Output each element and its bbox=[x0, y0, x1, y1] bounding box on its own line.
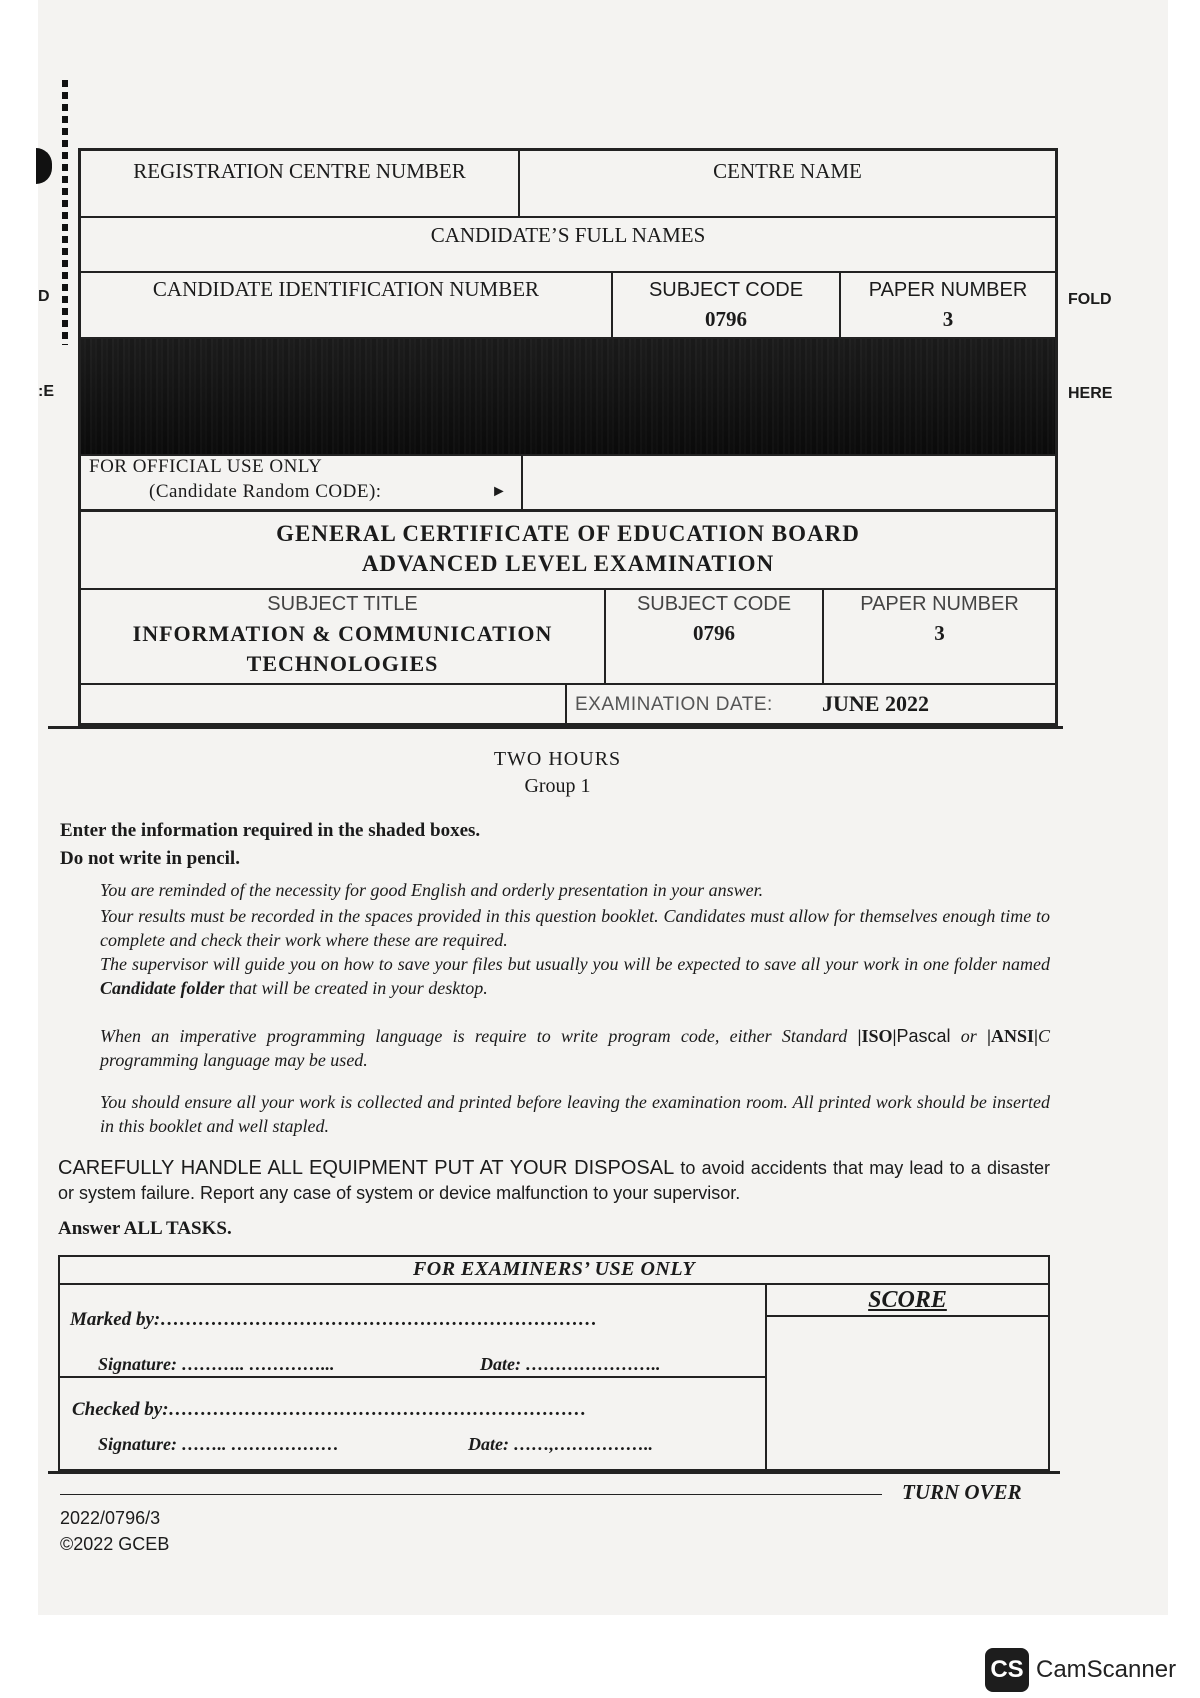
signature-field-2: Signature: …….. ……………… bbox=[98, 1434, 340, 1454]
arrow-icon: ► bbox=[491, 483, 507, 500]
random-code-label: (Candidate Random CODE): bbox=[149, 481, 382, 502]
examiners-underline bbox=[48, 1471, 1060, 1474]
here-label: HERE bbox=[1068, 385, 1113, 402]
official-use-label: FOR OFFICIAL USE ONLY bbox=[89, 456, 323, 477]
fold-label: FOLD bbox=[1068, 291, 1112, 308]
shaded-box bbox=[81, 339, 1055, 454]
instruction-shaded-boxes: Enter the information required in the shaded boxes. bbox=[60, 820, 481, 841]
centre-name-label: CENTRE NAME bbox=[713, 159, 862, 183]
instruction-printing: You should ensure all your work is collected and printed before leaving the examination room. All printed work should be inserted in this booklet and well stapled. bbox=[100, 1092, 1050, 1136]
candidate-header-form bbox=[78, 148, 1058, 726]
signature-field-1: Signature: ……….. …………... bbox=[98, 1354, 335, 1374]
paper-number-value: 3 bbox=[942, 307, 954, 331]
group: Group 1 bbox=[524, 775, 591, 797]
answer-all-tasks: Answer ALL TASKS. bbox=[58, 1218, 232, 1239]
paper-number-label-2: PAPER NUMBER bbox=[860, 593, 1019, 615]
board-title-line1: GENERAL CERTIFICATE OF EDUCATION BOARD bbox=[276, 521, 860, 546]
exam-date-label: EXAMINATION DATE: bbox=[575, 694, 773, 715]
subject-title-label: SUBJECT TITLE bbox=[267, 593, 418, 615]
subject-code-label: SUBJECT CODE bbox=[648, 279, 804, 301]
paper-reference: 2022/0796/3 bbox=[60, 1508, 161, 1528]
perforation-marks bbox=[62, 80, 68, 345]
instruction-no-pencil: Do not write in pencil. bbox=[60, 848, 240, 869]
score-label: SCORE bbox=[868, 1287, 947, 1313]
camscanner-label: CamScanner bbox=[1036, 1656, 1177, 1683]
side-mark-d: D bbox=[38, 288, 50, 305]
subject-code-label-2: SUBJECT CODE bbox=[636, 593, 792, 615]
subject-title-line1: INFORMATION & COMMUNICATION bbox=[132, 621, 553, 646]
turn-over-rule bbox=[60, 1494, 882, 1495]
date-field-1: Date: ………………….. bbox=[480, 1354, 661, 1374]
instruction-results: Your results must be recorded in the spaces provided in this question booklet. Candidates must allow for themselves enough time to complete and check their work where these are required. bbox=[100, 906, 1050, 950]
examiners-table-title: FOR EXAMINERS’ USE ONLY bbox=[412, 1258, 696, 1280]
candidate-full-names-label: CANDIDATE’S FULL NAMES bbox=[430, 223, 706, 247]
paper-number-value-2: 3 bbox=[934, 621, 945, 645]
instruction-english: You are reminded of the necessity for good English and orderly presentation in your answer. bbox=[100, 880, 764, 900]
instruction-save-files: The supervisor will guide you on how to save your files but usually you will be expected to save all your work in one folder named Candidate folder that will be created in your desktop. bbox=[100, 954, 1050, 998]
registration-centre-number-label: REGISTRATION CENTRE NUMBER bbox=[133, 159, 466, 183]
copyright: ©2022 GCEB bbox=[60, 1534, 170, 1554]
candidate-id-number-label: CANDIDATE IDENTIFICATION NUMBER bbox=[152, 277, 540, 301]
instruction-handle-equipment: CAREFULLY HANDLE ALL EQUIPMENT PUT AT YOUR DISPOSAL to avoid accidents that may lead to a disaster or system failure. Report any case of system or device malfunction to your supervisor. bbox=[58, 1157, 1050, 1203]
subject-code-value: 0796 bbox=[705, 307, 747, 331]
turn-over-label: TURN OVER bbox=[902, 1480, 1022, 1504]
subject-code-value-2: 0796 bbox=[693, 621, 735, 645]
paper-number-label: PAPER NUMBER bbox=[868, 279, 1028, 301]
exam-date-value: JUNE 2022 bbox=[822, 691, 929, 716]
camscanner-logo-icon: CS bbox=[985, 1648, 1029, 1692]
date-field-2: Date: ……,…………….. bbox=[468, 1434, 653, 1454]
checked-by-field: Checked by:………………………………………………………… bbox=[72, 1399, 587, 1420]
board-title-line2: ADVANCED LEVEL EXAMINATION bbox=[361, 551, 775, 576]
marked-by-field: Marked by:…………………………………………………………… bbox=[70, 1309, 598, 1330]
examiners-use-table bbox=[58, 1255, 1050, 1471]
side-mark-e: :E bbox=[38, 383, 54, 400]
instruction-programming-language: When an imperative programming language is require to write program code, either Standard |ISO|Pascal or |ANSI|C programming language may be used. bbox=[100, 1026, 1051, 1070]
duration: TWO HOURS bbox=[493, 748, 622, 770]
subject-title-line2: TECHNOLOGIES bbox=[246, 651, 439, 676]
header-underline bbox=[48, 726, 1063, 729]
